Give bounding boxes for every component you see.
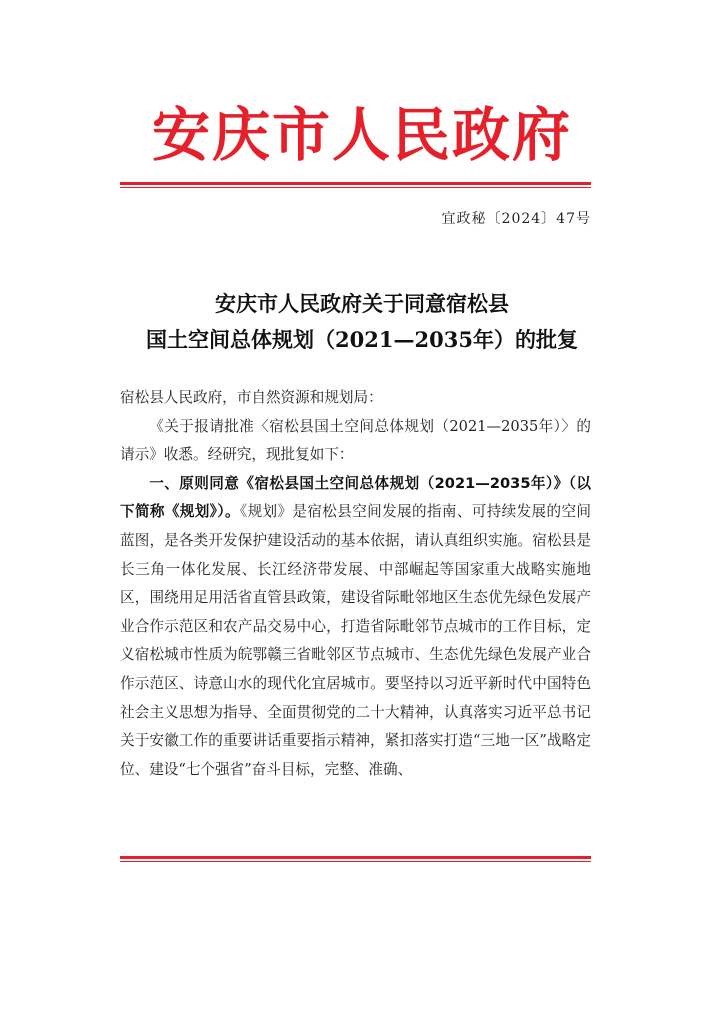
section-1-text: 《规划》是宿松县空间发展的指南、可持续发展的空间蓝图，是各类开发保护建设活动的基本依据，请认真组织实施。宿松县是长三角一体化发展、长江经济带发展、中部崛起等国家重大战略实施地区，围绕用足用活省直管县政策，建设省际毗邻地区生态优先绿色发展产业合作示范区和农产品交易中心，打造省际毗邻节点城市的工作目标，定义宿松城市性质为皖鄂赣三省毗邻区节点城市、生态优先绿色发展产业合作示范区、诗意山水的现代化宜居城市。要坚持以习近平新时代中国特色社会主义思想为指导、全面贯彻党的二十大精神，认真落实习近平总书记关于安徽工作的重要讲话重要指示精神，紧扣落实打造“三地一区”战略定位、建设“七个强省”奋斗目标，完整、准确、: [120, 503, 591, 778]
section-1-heading: 一、原则同意《宿松县国土空间总体规划（2021—2035年）》（以下简称《规划》）。: [120, 474, 591, 521]
title-line-2: 国土空间总体规划（2021—2035年）的批复: [146, 327, 578, 352]
footer-red-rule-thin: [120, 861, 591, 862]
masthead-red-rule-thin: [120, 187, 591, 188]
title-line-1: 安庆市人民政府关于同意宿松县: [215, 291, 509, 316]
document-body: [120, 384, 591, 784]
masthead-red-rule-thick: [120, 182, 591, 185]
salutation: 宿松县人民政府，市自然资源和规划局：: [120, 389, 383, 406]
document-number: 宜政秘〔2024〕47号: [441, 211, 591, 227]
masthead-org-name: 安庆市人民政府: [151, 101, 572, 169]
section-1-paragraph: [120, 470, 591, 785]
intro-paragraph: 《关于报请批准〈宿松县国土空间总体规划（2021—2035年）〉的请示》收悉。经研究，现批复如下：: [120, 417, 591, 464]
document-title: [0, 286, 724, 358]
footer-red-rule-thick: [120, 856, 591, 859]
